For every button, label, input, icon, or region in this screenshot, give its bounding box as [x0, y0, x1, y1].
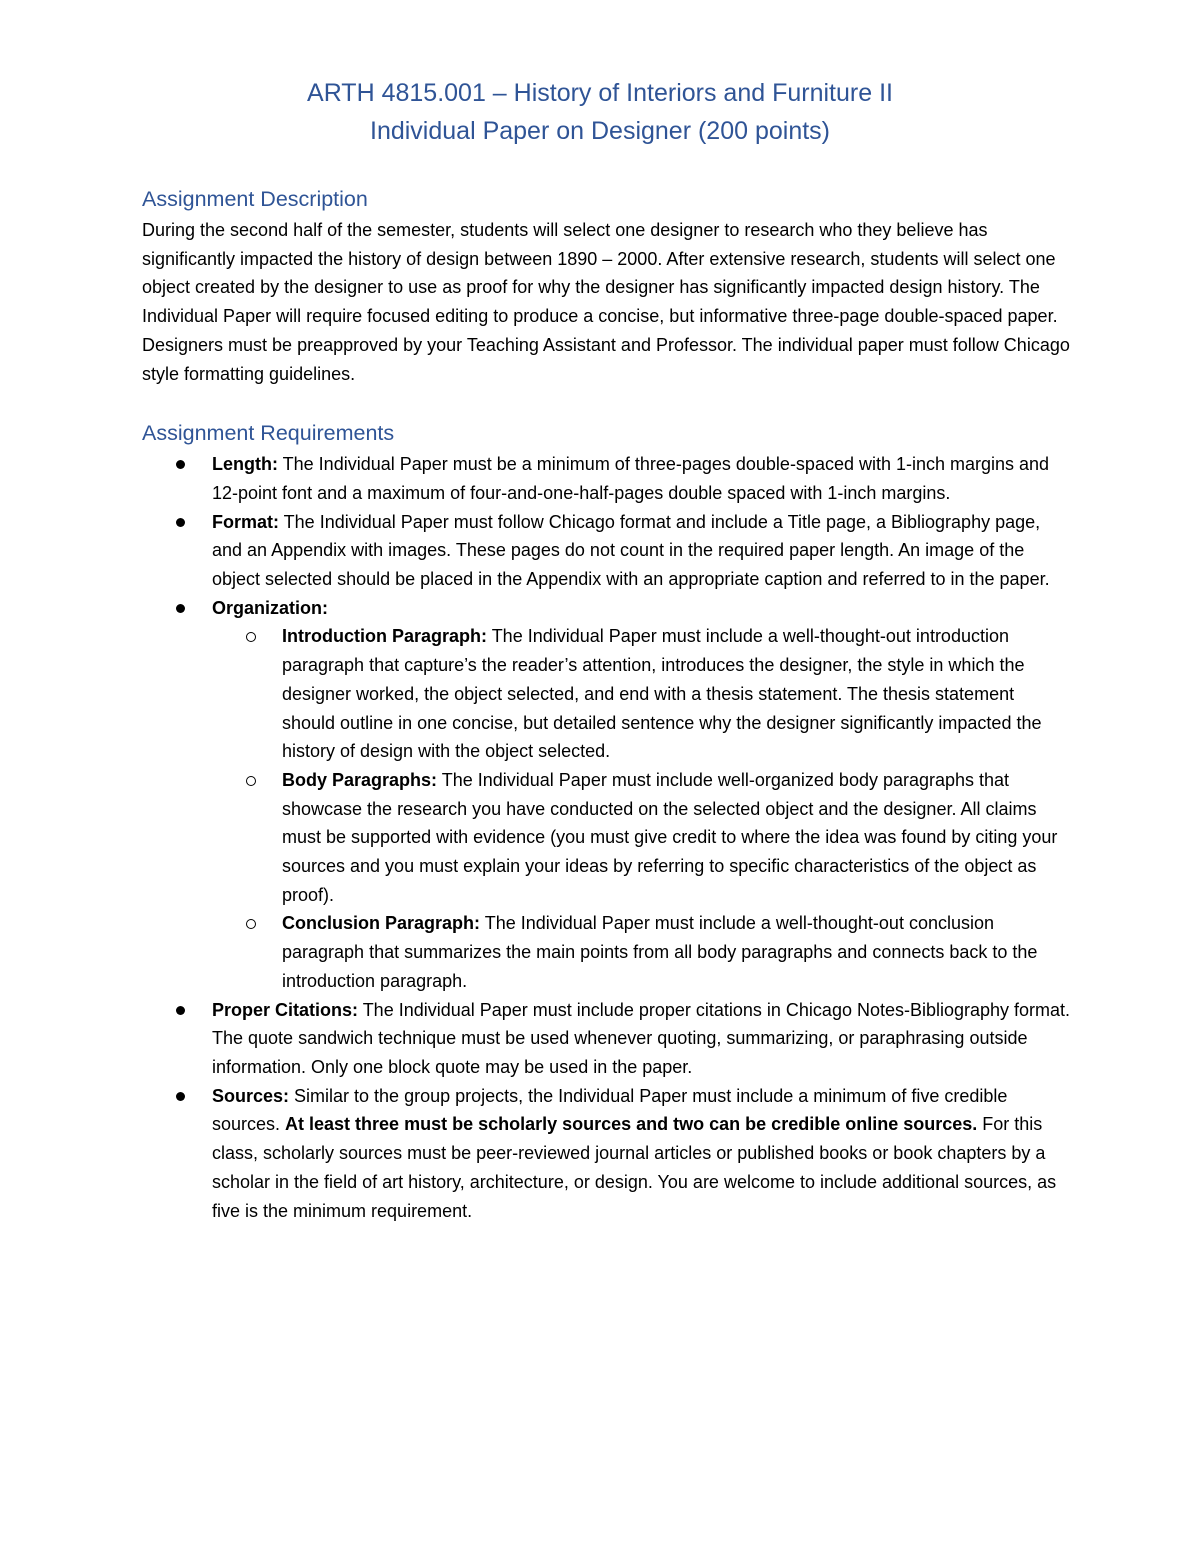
- description-text: During the second half of the semester, students will select one designer to research who they believe has significantly impacted the history of design between 1890 – 2000. After extensive research, students will select one object created by the designer to use as proof for why the designer has significantly impacted design history. The Individual Paper will require focused editing to produce a concise, but informative three-page double-spaced paper. Designers must be preapproved by your Teaching Assistant and Professor. The individual paper must follow Chicago style formatting guidelines.: [142, 220, 1070, 384]
- course-title: ARTH 4815.001 – History of Interiors and Furniture II: [307, 79, 893, 107]
- requirement-emphasis: At least three must be scholarly sources and two can be credible online sources.: [285, 1114, 978, 1135]
- requirement-text-continued: For this class, scholarly sources must be peer-reviewed journal articles or published books or book chapters by a scholar in the field of art history, architecture, or design. You are welcome to include additional sources, as five is the minimum requirement.: [212, 1114, 1057, 1221]
- requirements-heading: Assignment Requirements: [142, 421, 395, 446]
- requirement-label: Sources:: [212, 1085, 290, 1106]
- assignment-title: Individual Paper on Designer (200 points): [370, 117, 830, 145]
- subitem-body: [212, 766, 1072, 910]
- bullet-icon: [176, 604, 185, 613]
- requirement-format: [142, 508, 1072, 594]
- requirement-text: The Individual Paper must follow Chicago format and include a Title page, a Bibliography page, and an Appendix with images. These pages do not count in the required paper length. An image of the object selected should be placed in the Appendix with an appropriate caption and referred to in the paper.: [212, 511, 1050, 590]
- description-heading: Assignment Description: [142, 187, 368, 211]
- organization-sublist: [212, 622, 1072, 995]
- requirement-text: The Individual Paper must be a minimum of three-pages double-spaced with 1-inch margins and 12-point font and a maximum of four-and-one-half-pages double spaced with 1-inch margins.: [212, 454, 1050, 503]
- document-body: [142, 182, 1072, 1225]
- requirement-label: Length:: [212, 454, 278, 475]
- requirement-label: Format:: [212, 511, 279, 532]
- requirement-sources: [142, 1082, 1072, 1226]
- subitem-conclusion: [212, 909, 1072, 995]
- requirement-organization: [142, 594, 1072, 996]
- subitem-text: The Individual Paper must include a well-thought-out conclusion paragraph that summarizes the main points from all body paragraphs and connects back to the introduction paragraph.: [282, 913, 1038, 991]
- requirement-text: The Individual Paper must include proper citations in Chicago Notes-Bibliography format. The quote sandwich technique must be used whenever quoting, summarizing, or paraphrasing outside information. Only one block quote may be used in the paper.: [212, 999, 1071, 1077]
- subitem-text: The Individual Paper must include well-organized body paragraphs that showcase the research you have conducted on the selected object and the designer. All claims must be supported with evidence (you must give credit to where the idea was found by citing your sources and you must explain your ideas by referring to specific characteristics of the object as proof).: [282, 769, 1058, 905]
- requirement-citations: [142, 996, 1072, 1082]
- requirement-length: [142, 450, 1072, 507]
- requirement-text: Similar to the group projects, the Individual Paper must include a minimum of five credible sources.: [212, 1085, 1008, 1135]
- document-title: [0, 74, 1200, 150]
- bullet-icon: [176, 1006, 185, 1015]
- circle-bullet-icon: [246, 919, 256, 929]
- bullet-icon: [176, 1092, 185, 1101]
- subitem-text: The Individual Paper must include a well-thought-out introduction paragraph that capture’s the reader’s attention, introduces the designer, the style in which the designer worked, the object selected, and end with a thesis statement. The thesis statement should outline in one concise, but detailed sentence why the designer significantly impacted the history of design with the object selected.: [282, 626, 1042, 762]
- subitem-label: Introduction Paragraph:: [282, 626, 488, 647]
- requirement-label: Organization:: [212, 597, 328, 618]
- subitem-introduction: [212, 622, 1072, 766]
- requirement-label: Proper Citations:: [212, 999, 359, 1020]
- bullet-icon: [176, 518, 185, 527]
- circle-bullet-icon: [246, 776, 256, 786]
- subitem-label: Body Paragraphs:: [282, 769, 438, 790]
- circle-bullet-icon: [246, 632, 256, 642]
- requirements-list: [142, 450, 1072, 1225]
- subitem-label: Conclusion Paragraph:: [282, 913, 481, 934]
- bullet-icon: [176, 460, 185, 469]
